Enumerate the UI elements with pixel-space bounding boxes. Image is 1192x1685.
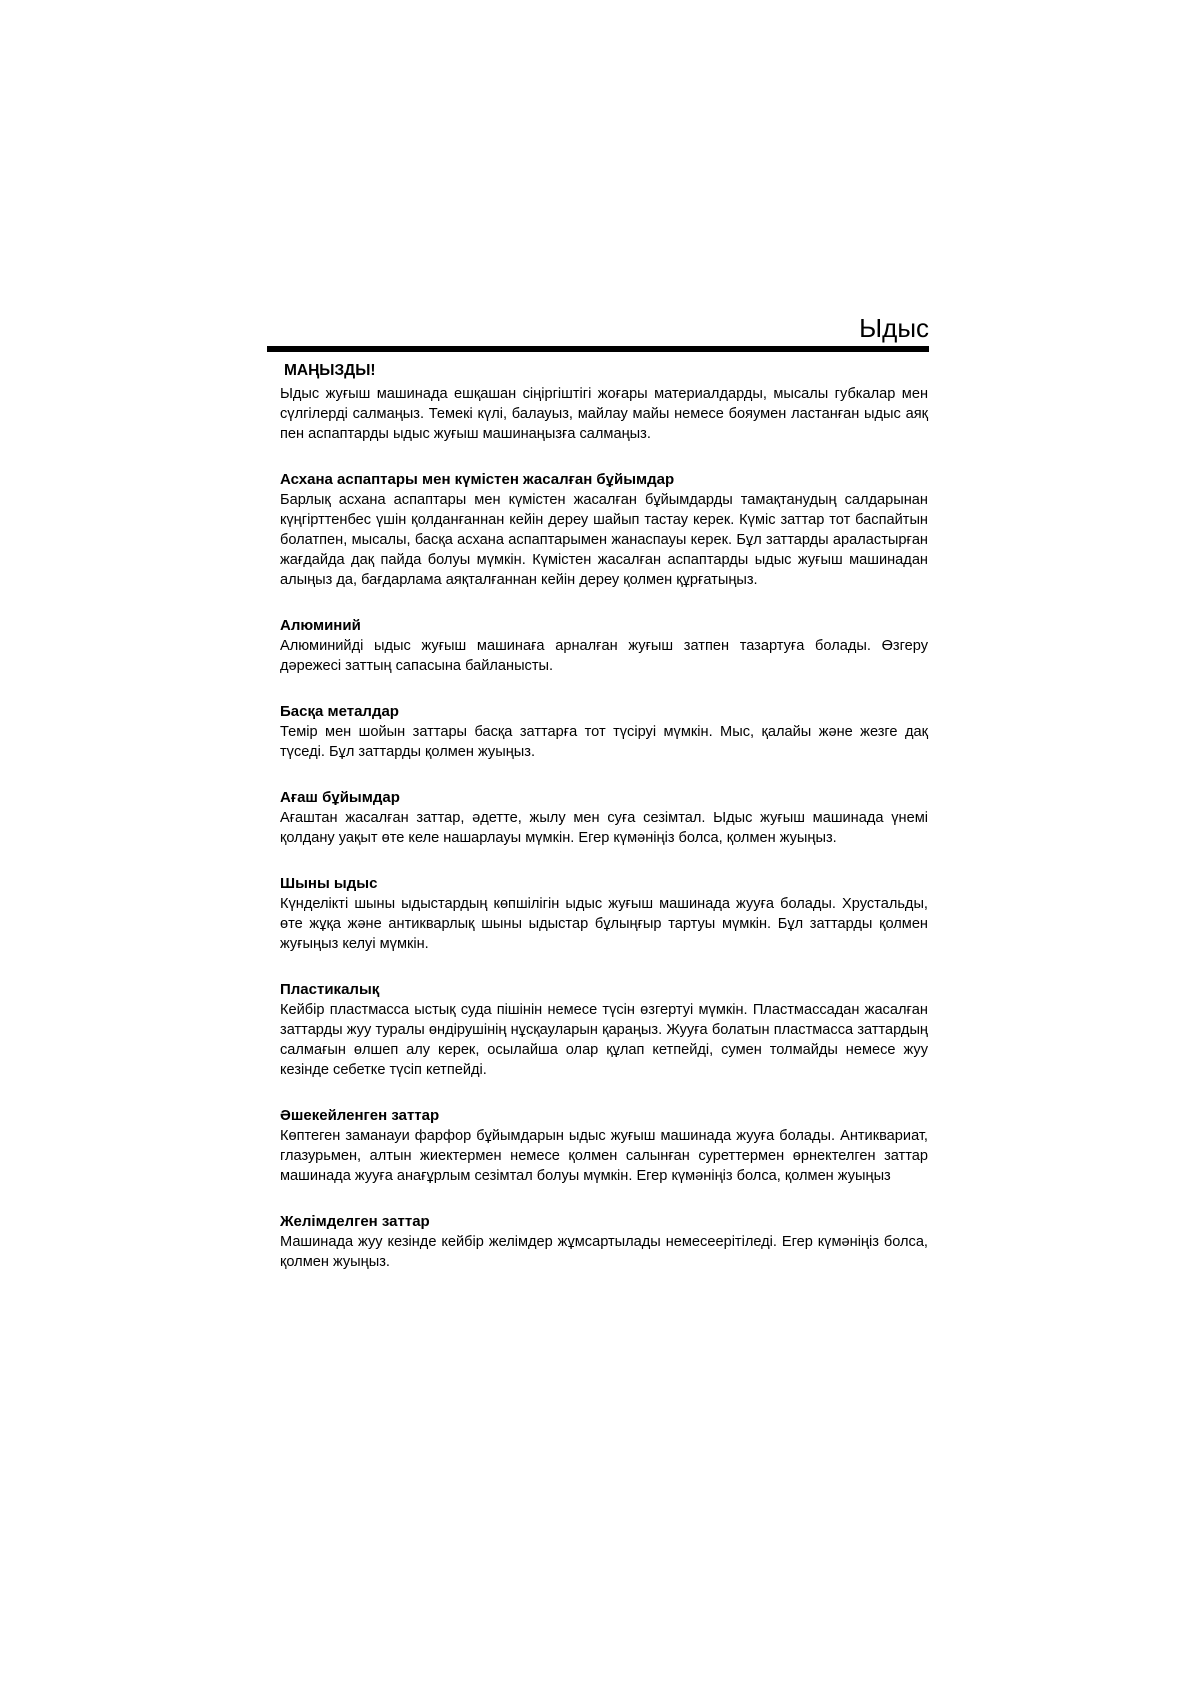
section-text: Барлық асхана аспаптары мен күмістен жасалған бұйымдарды тамақтанудың салдарынан күңгірттенбес үшін қолданғаннан кейін дереу шайып тастау керек. Күміс заттар тот баспайтын болатпен, мысалы, басқа асхана аспаптарымен жанаспауы керек. Бұл заттарды араластырған жағдайда дақ пайда болуы мүмкін. Күмістен жасалған аспаптарды ыдыс жуғыш машинадан алыңыз да, бағдарлама аяқталғаннан кейін дереу қолмен құрғатыңыз.: [280, 492, 928, 588]
page-header: [267, 312, 929, 352]
notice-title: МАҢЫЗДЫ!: [284, 362, 376, 379]
section-cutlery-silver: [280, 470, 928, 590]
section-heading: Басқа металдар: [280, 703, 399, 720]
section-other-metals: [280, 702, 928, 762]
section-text: Кейбір пластмасса ыстық суда пішінін немесе түсін өзгертуі мүмкін. Пластмассадан жасалған заттарды жуу туралы өндірушінің нұсқауларын қараңыз. Жууға болатын пластмасса заттардың салмағын өлшеп алу керек, осылайша олар құлап кетпейді, сумен толмайды немесе жуу кезінде себетке түсіп кетпейді.: [280, 1002, 928, 1078]
section-text: Алюминийді ыдыс жуғыш машинаға арналған жуғыш затпен тазартуға болады. Өзгеру дәрежесі заттың сапасына байланысты.: [280, 638, 928, 674]
section-heading: Пластикалық: [280, 981, 380, 998]
section-text: Көптеген заманауи фарфор бұйымдарын ыдыс жуғыш машинада жууға болады. Антиквариат, глазурьмен, алтын жиектермен немесе қолмен салынған суреттермен өрнектелген заттар машинада жууға анағұрлым сезімтал болуы мүмкін. Егер күмәніңіз болса, қолмен жуыңыз: [280, 1128, 928, 1184]
section-heading: Асхана аспаптары мен күмістен жасалған бұйымдар: [280, 471, 675, 488]
section-aluminium: [280, 616, 928, 676]
page-content: [280, 360, 928, 1272]
section-heading: Шыны ыдыс: [280, 875, 378, 892]
important-notice: [280, 360, 928, 444]
section-glued-items: [280, 1212, 928, 1272]
section-decorated-items: [280, 1106, 928, 1186]
section-text: Күнделікті шыны ыдыстардың көпшілігін ыдыс жуғыш машинада жууға болады. Хрустальды, өте жұқа және антикварлық шыны ыдыстар бұлыңғыр тартуы мүмкін. Бұл заттарды қолмен жуғыңыз келуі мүмкін.: [280, 896, 928, 952]
section-text: Ағаштан жасалған заттар, әдетте, жылу мен суға сезімтал. Ыдыс жуғыш машинада үнемі қолдану уақыт өте келе нашарлауы мүмкін. Егер күмәніңіз болса, қолмен жуыңыз.: [280, 810, 928, 846]
section-heading: Ағаш бұйымдар: [280, 789, 400, 806]
section-heading: Алюминий: [280, 617, 361, 634]
section-heading: Әшекейленген заттар: [280, 1107, 440, 1124]
page-title: Ыдыс: [859, 313, 929, 343]
section-heading: Желімделген заттар: [280, 1213, 430, 1230]
section-text: Темір мен шойын заттары басқа заттарға тот түсіруі мүмкін. Мыс, қалайы және жезге дақ түседі. Бұл заттарды қолмен жуыңыз.: [280, 724, 928, 760]
section-plastic: [280, 980, 928, 1080]
header-divider: [267, 346, 929, 352]
notice-text: Ыдыс жуғыш машинада ешқашан сіңіргіштігі жоғары материалдарды, мысалы губкалар мен сүлгілерді салмаңыз. Темекі күлі, балауыз, майлау майы немесе бояумен ластанған ыдыс аяқ пен аспаптарды ыдыс жуғыш машинаңызға салмаңыз.: [280, 386, 928, 442]
section-glassware: [280, 874, 928, 954]
section-text: Машинада жуу кезінде кейбір желімдер жұмсартылады немесеерітіледі. Егер күмәніңіз болса, қолмен жуыңыз.: [280, 1234, 928, 1270]
section-wooden-items: [280, 788, 928, 848]
